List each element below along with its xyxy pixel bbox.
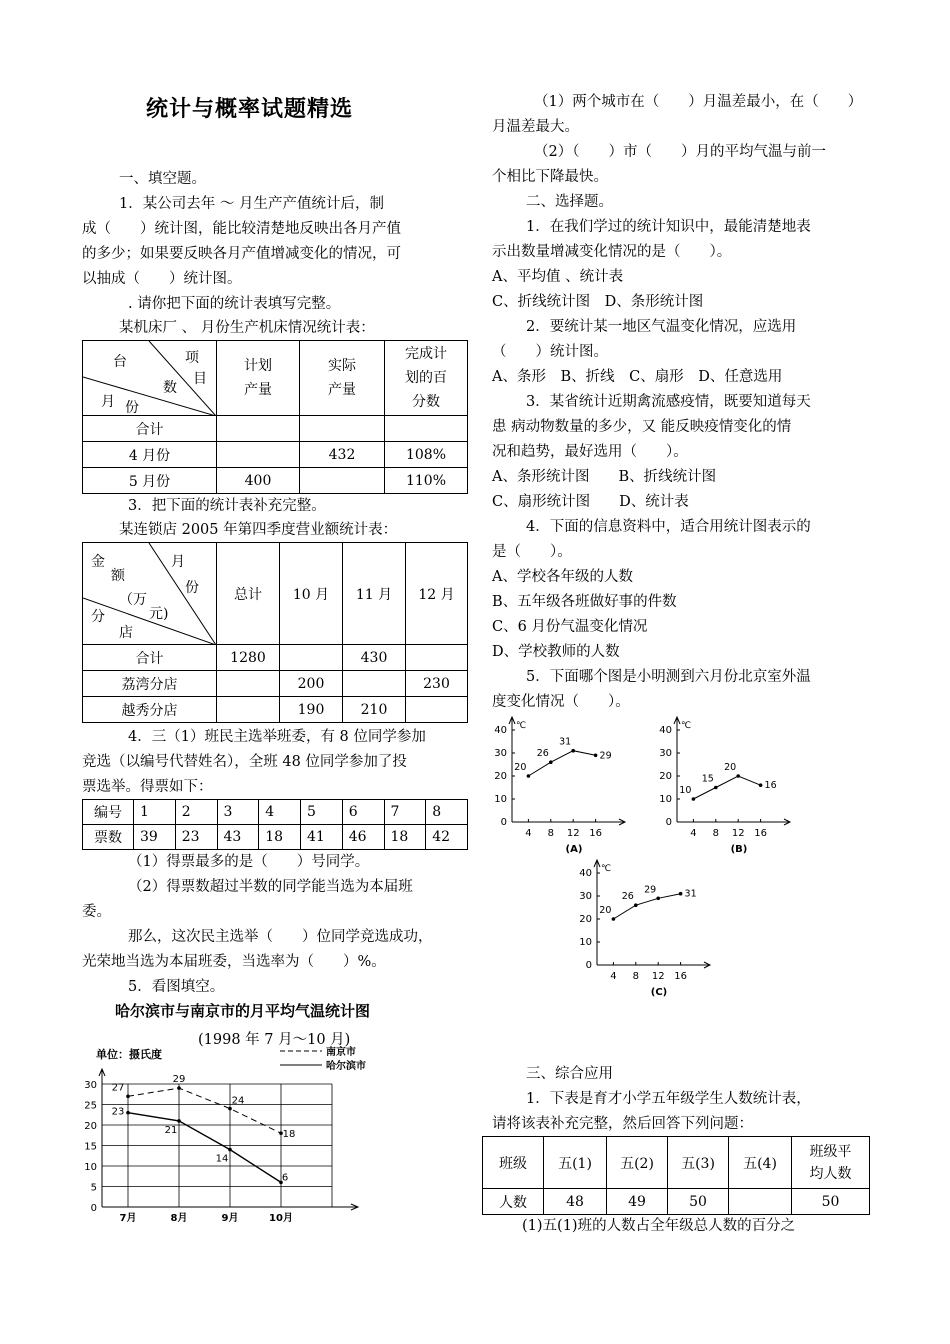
y-tick-label: 30 bbox=[494, 748, 507, 759]
table-cell: 8 bbox=[426, 800, 468, 825]
q4c-line: 那么，这次民主选举（ ）位同学竞选成功， bbox=[128, 929, 433, 945]
table-cell: 50 bbox=[668, 1189, 729, 1215]
y-tick-label: 30 bbox=[659, 748, 672, 759]
table-cell: 1280 bbox=[217, 645, 280, 671]
table-cell: 400 bbox=[217, 468, 300, 494]
table-cell: 越秀分店 bbox=[83, 697, 217, 723]
section-application: 三、综合应用 bbox=[526, 1066, 613, 1082]
table-cell: 五(4) bbox=[729, 1137, 792, 1189]
data-point bbox=[714, 786, 718, 790]
data-label: 27 bbox=[111, 1082, 125, 1094]
x-tick-label: 7月 bbox=[119, 1213, 137, 1224]
y-tick-label: 0 bbox=[665, 817, 672, 828]
data-label: 20 bbox=[514, 762, 527, 773]
data-label: 16 bbox=[764, 780, 777, 792]
q4-line: 4．三（1）班民主选举班委，有 8 位同学参加 bbox=[128, 729, 426, 745]
table-cell: 合计 bbox=[83, 416, 217, 442]
table-cell bbox=[217, 442, 300, 468]
c1-option: A、平均值 、统计表 bbox=[492, 269, 624, 285]
data-label: 31 bbox=[559, 736, 572, 748]
c4-option: A、学校各年级的人数 bbox=[492, 569, 633, 585]
table-cell bbox=[385, 416, 468, 442]
chart-title: 哈尔滨市与南京市的月平均气温统计图 bbox=[115, 1002, 371, 1020]
c4-option: D、学校教师的人数 bbox=[492, 644, 620, 660]
data-point bbox=[692, 797, 696, 801]
table-cell: 200 bbox=[280, 671, 343, 697]
unit-label: ℃ bbox=[516, 721, 527, 731]
header-cell: 12 月 bbox=[406, 543, 468, 645]
data-point bbox=[126, 1095, 130, 1099]
x-tick-label: 4 bbox=[690, 828, 697, 839]
c4-line: 4．下面的信息资料中，适合用统计图表示的 bbox=[526, 519, 811, 535]
table-cell: 4 月份 bbox=[83, 442, 217, 468]
q4c-line: 光荣地当选为本届班委，当选率为（ ）%。 bbox=[82, 954, 386, 970]
data-point bbox=[736, 774, 740, 778]
y-tick-label: 10 bbox=[494, 794, 507, 805]
data-label: 20 bbox=[599, 905, 612, 916]
table-cell: 230 bbox=[406, 671, 468, 697]
y-tick-label: 25 bbox=[84, 1100, 97, 1112]
table-cell bbox=[280, 645, 343, 671]
table-machine-production bbox=[82, 340, 468, 494]
data-label: 23 bbox=[111, 1106, 125, 1118]
table-cell bbox=[217, 416, 300, 442]
q3-text: 3．把下面的统计表补充完整。 bbox=[128, 498, 326, 514]
y-tick-label: 0 bbox=[500, 817, 507, 828]
table-cell: 18 bbox=[259, 825, 301, 850]
table-cell: 430 bbox=[343, 645, 406, 671]
table-cell: 五(2) bbox=[607, 1137, 668, 1189]
c3-line: 况和趋势，最好选用（ ）。 bbox=[492, 444, 688, 460]
chart-axes bbox=[84, 1069, 358, 1224]
data-point bbox=[527, 774, 531, 778]
table-cell bbox=[217, 671, 280, 697]
y-tick-label: 15 bbox=[84, 1141, 97, 1153]
table-cell: 编号 bbox=[83, 800, 134, 825]
y-tick-label: 40 bbox=[579, 868, 592, 879]
header-cell: 总计 bbox=[217, 543, 280, 645]
q1-line: 的多少；如果要反映各月产值增减变化的情况，可 bbox=[82, 246, 401, 262]
legend-label: 南京市 bbox=[326, 1047, 356, 1058]
q2-text: . 请你把下面的统计表填写完整。 bbox=[128, 296, 341, 312]
unit-label: ℃ bbox=[601, 864, 612, 874]
header-label: 店 bbox=[119, 625, 133, 641]
y-tick-label: 0 bbox=[585, 960, 592, 971]
y-tick-label: 20 bbox=[494, 771, 507, 782]
data-label: 26 bbox=[621, 891, 634, 903]
table-cell: 6 bbox=[342, 800, 384, 825]
header-cell: 实际 产量 bbox=[300, 341, 385, 416]
header-cell: 11 月 bbox=[343, 543, 406, 645]
x-tick-label: 9月 bbox=[221, 1213, 239, 1224]
table-cell: 108% bbox=[385, 442, 468, 468]
chart-subtitle: (1998 年 7 月～10 月) bbox=[198, 1032, 351, 1048]
y-tick-label: 40 bbox=[659, 725, 672, 736]
table-cell: 五(1) bbox=[544, 1137, 607, 1189]
table-cell: 23 bbox=[175, 825, 217, 850]
table-grade-five-students bbox=[482, 1136, 870, 1215]
table-cell: 4 bbox=[259, 800, 301, 825]
data-label: 14 bbox=[215, 1153, 229, 1165]
table-cell bbox=[729, 1189, 792, 1215]
q4-line: 票选举。得票如下： bbox=[82, 779, 213, 795]
data-label: 18 bbox=[282, 1129, 296, 1141]
data-label: 26 bbox=[536, 748, 549, 760]
x-tick-label: 4 bbox=[610, 971, 617, 982]
q1-line: 成（ ）统计图，能比较清楚地反映出各月产值 bbox=[82, 221, 401, 237]
a1-line: 1．下表是育才小学五年级学生人数统计表， bbox=[526, 1091, 811, 1107]
x-tick-label: 12 bbox=[651, 971, 665, 982]
data-point bbox=[571, 749, 575, 753]
y-tick-label: 10 bbox=[84, 1162, 97, 1173]
series-line bbox=[128, 1088, 281, 1133]
table-cell bbox=[300, 468, 385, 494]
chart-legend bbox=[280, 1045, 366, 1072]
header-label: 元) bbox=[149, 606, 169, 622]
table-cell: 432 bbox=[300, 442, 385, 468]
q5a-line: 月温差最大。 bbox=[492, 119, 579, 135]
chart-option-label: (A) bbox=[565, 844, 583, 855]
table-chain-store-sales bbox=[82, 542, 468, 723]
table-cell: 190 bbox=[280, 697, 343, 723]
x-tick-label: 10月 bbox=[269, 1213, 293, 1224]
header-label: 金 bbox=[91, 554, 105, 570]
table-cell: 7 bbox=[384, 800, 426, 825]
data-point bbox=[228, 1107, 232, 1111]
data-label: 24 bbox=[231, 1095, 245, 1107]
q4b-line: （2）得票数超过半数的同学能当选为本届班 bbox=[128, 879, 413, 895]
data-point bbox=[126, 1111, 130, 1115]
table2-caption: 某连锁店 2005 年第四季度营业额统计表： bbox=[119, 522, 398, 538]
header-label: 台 bbox=[113, 354, 127, 370]
data-label: 15 bbox=[701, 773, 714, 785]
c4-line: 是（ ）。 bbox=[492, 544, 572, 560]
data-point bbox=[656, 897, 660, 901]
c5-line: 5．下面哪个图是小明测到六月份北京室外温 bbox=[526, 669, 811, 685]
x-tick-label: 8 bbox=[712, 828, 719, 839]
header-label: 分 bbox=[91, 609, 105, 625]
mini-chart-c bbox=[575, 855, 715, 1005]
c1-line: 示出数量增减变化情况的是（ ）。 bbox=[492, 244, 732, 260]
table-cell: 46 bbox=[342, 825, 384, 850]
q5-text: 5．看图填空。 bbox=[128, 979, 225, 995]
q1-line: 以抽成（ ）统计图。 bbox=[82, 271, 242, 287]
table-cell: 人数 bbox=[483, 1189, 544, 1215]
header-label: 月 bbox=[171, 554, 185, 570]
section-fill-blank: 一、填空题。 bbox=[119, 171, 206, 187]
data-point bbox=[177, 1119, 181, 1123]
data-label: 20 bbox=[724, 762, 737, 773]
y-tick-label: 40 bbox=[494, 725, 507, 736]
a1-line: 请将该表补充完整，然后回答下列问题： bbox=[492, 1116, 753, 1132]
x-tick-label: 8月 bbox=[170, 1213, 188, 1224]
y-tick-label: 5 bbox=[90, 1182, 97, 1194]
data-point bbox=[549, 760, 553, 764]
header-label: 份 bbox=[125, 400, 139, 416]
table-cell: 1 bbox=[134, 800, 176, 825]
table-cell: 42 bbox=[426, 825, 468, 850]
y-tick-label: 0 bbox=[90, 1203, 97, 1214]
chart-grid bbox=[102, 1084, 332, 1207]
c3-line: 3．某省统计近期禽流感疫情，既要知道每天 bbox=[526, 394, 811, 410]
chart-unit-label: 单位：摄氏度 bbox=[96, 1048, 162, 1061]
header-label: 目 bbox=[193, 371, 207, 387]
mini-chart-a bbox=[490, 712, 630, 860]
table-cell bbox=[343, 671, 406, 697]
table-cell: 班级 bbox=[483, 1137, 544, 1189]
x-tick-label: 16 bbox=[754, 828, 767, 839]
table-cell: 3 bbox=[217, 800, 259, 825]
table-cell: 五(3) bbox=[668, 1137, 729, 1189]
table-cell bbox=[406, 645, 468, 671]
x-tick-label: 16 bbox=[589, 828, 602, 839]
table-cell: 43 bbox=[217, 825, 259, 850]
c2-line: （ ）统计图。 bbox=[492, 344, 608, 360]
data-label: 21 bbox=[164, 1124, 178, 1136]
c5-line: 度变化情况（ ）。 bbox=[492, 694, 630, 710]
q5a-line: （1）两个城市在（ ）月温差最小，在（ ） bbox=[534, 94, 863, 110]
table-cell: 210 bbox=[343, 697, 406, 723]
unit-label: ℃ bbox=[681, 721, 692, 731]
y-tick-label: 10 bbox=[659, 794, 672, 805]
data-label: 29 bbox=[599, 750, 612, 762]
data-label: 6 bbox=[281, 1172, 289, 1184]
q5b-line: 个相比下降最快。 bbox=[492, 169, 608, 185]
header-label: 份 bbox=[185, 580, 199, 596]
header-cell: 计划 产量 bbox=[217, 341, 300, 416]
mini-chart-b bbox=[655, 712, 795, 860]
header-label: 额 bbox=[111, 568, 125, 584]
x-tick-label: 4 bbox=[525, 828, 532, 839]
table-cell: 班级平 均人数 bbox=[792, 1137, 870, 1189]
data-label: 10 bbox=[679, 785, 692, 796]
c2-options: A、条形 B、折线 C、扇形 D、任意选用 bbox=[492, 369, 783, 385]
table-cell: 41 bbox=[301, 825, 343, 850]
c4-option: C、6 月份气温变化情况 bbox=[492, 619, 648, 635]
y-tick-label: 30 bbox=[84, 1080, 97, 1091]
c1-line: 1．在我们学过的统计知识中，最能清楚地表 bbox=[526, 219, 811, 235]
y-tick-label: 20 bbox=[84, 1121, 97, 1132]
table-cell bbox=[217, 697, 280, 723]
table-cell bbox=[406, 697, 468, 723]
q1-line: 1．某公司去年 ～ 月生产产值统计后，制 bbox=[119, 196, 384, 212]
chart-option-label: (B) bbox=[730, 844, 748, 855]
data-label: 29 bbox=[172, 1074, 186, 1086]
data-point bbox=[634, 903, 638, 907]
table-votes bbox=[82, 799, 468, 850]
c2-line: 2．要统计某一地区气温变化情况，应选用 bbox=[526, 319, 797, 335]
y-tick-label: 20 bbox=[579, 914, 592, 925]
table-cell: 荔湾分店 bbox=[83, 671, 217, 697]
data-point bbox=[612, 917, 616, 921]
c3-option: C、扇形统计图 D、统计表 bbox=[492, 494, 689, 510]
header-label: 月 bbox=[101, 394, 115, 410]
header-cell: 10 月 bbox=[280, 543, 343, 645]
series-line bbox=[128, 1113, 281, 1183]
table-cell: 5 月份 bbox=[83, 468, 217, 494]
table1-caption: 某机床厂 、 月份生产机床情况统计表： bbox=[119, 320, 375, 336]
data-point bbox=[679, 892, 683, 896]
data-label: 31 bbox=[684, 888, 697, 900]
table-cell: 合计 bbox=[83, 645, 217, 671]
y-tick-label: 20 bbox=[659, 771, 672, 782]
chart-option-label: (C) bbox=[650, 987, 668, 998]
table-cell: 49 bbox=[607, 1189, 668, 1215]
data-point bbox=[594, 754, 598, 758]
table-cell: 18 bbox=[384, 825, 426, 850]
data-point bbox=[759, 783, 763, 787]
header-label: 数 bbox=[163, 380, 177, 396]
x-tick-label: 12 bbox=[566, 828, 580, 839]
y-tick-label: 30 bbox=[579, 891, 592, 902]
table-cell: 110% bbox=[385, 468, 468, 494]
legend-label: 哈尔滨市 bbox=[326, 1061, 366, 1072]
data-point bbox=[228, 1148, 232, 1152]
data-point bbox=[177, 1086, 181, 1090]
c4-option: B、五年级各班做好事的件数 bbox=[492, 594, 677, 610]
x-tick-label: 12 bbox=[731, 828, 745, 839]
c3-line: 患 病动物数量的多少，又 能反映疫情变化的情 bbox=[492, 419, 792, 435]
data-label: 29 bbox=[644, 884, 657, 896]
diagonal-header-cell bbox=[83, 543, 217, 645]
q4a-text: （1）得票最多的是（ ）号同学。 bbox=[128, 854, 370, 870]
table-cell: 2 bbox=[175, 800, 217, 825]
table-cell: 票数 bbox=[83, 825, 134, 850]
x-tick-label: 8 bbox=[547, 828, 554, 839]
x-tick-label: 8 bbox=[632, 971, 639, 982]
c1-option: C、折线统计图 D、条形统计图 bbox=[492, 294, 704, 310]
temperature-line-chart bbox=[80, 1045, 400, 1235]
table-cell: 48 bbox=[544, 1189, 607, 1215]
a1q-text: (1)五(1)班的人数占全年级总人数的百分之 bbox=[522, 1218, 796, 1234]
x-tick-label: 16 bbox=[674, 971, 687, 982]
q5b-line: （2）（ ）市（ ）月的平均气温与前一 bbox=[534, 144, 826, 160]
header-label: 项 bbox=[185, 350, 199, 366]
section-choice: 二、选择题。 bbox=[526, 194, 613, 210]
q4b-line: 委。 bbox=[82, 904, 111, 920]
header-cell: 完成计 划的百 分数 bbox=[385, 341, 468, 416]
table-cell: 5 bbox=[301, 800, 343, 825]
y-tick-label: 10 bbox=[579, 937, 592, 948]
diagonal-header-cell bbox=[83, 341, 217, 416]
header-label: （万 bbox=[119, 592, 147, 608]
page-title: 统计与概率试题精选 bbox=[146, 97, 354, 122]
chart-series bbox=[112, 1074, 296, 1184]
table-cell bbox=[300, 416, 385, 442]
c3-option: A、条形统计图 B、折线统计图 bbox=[492, 469, 717, 485]
table-cell: 50 bbox=[792, 1189, 870, 1215]
table-cell: 39 bbox=[134, 825, 176, 850]
q4-line: 竞选（以编号代替姓名），全班 48 位同学参加了投 bbox=[82, 754, 407, 770]
